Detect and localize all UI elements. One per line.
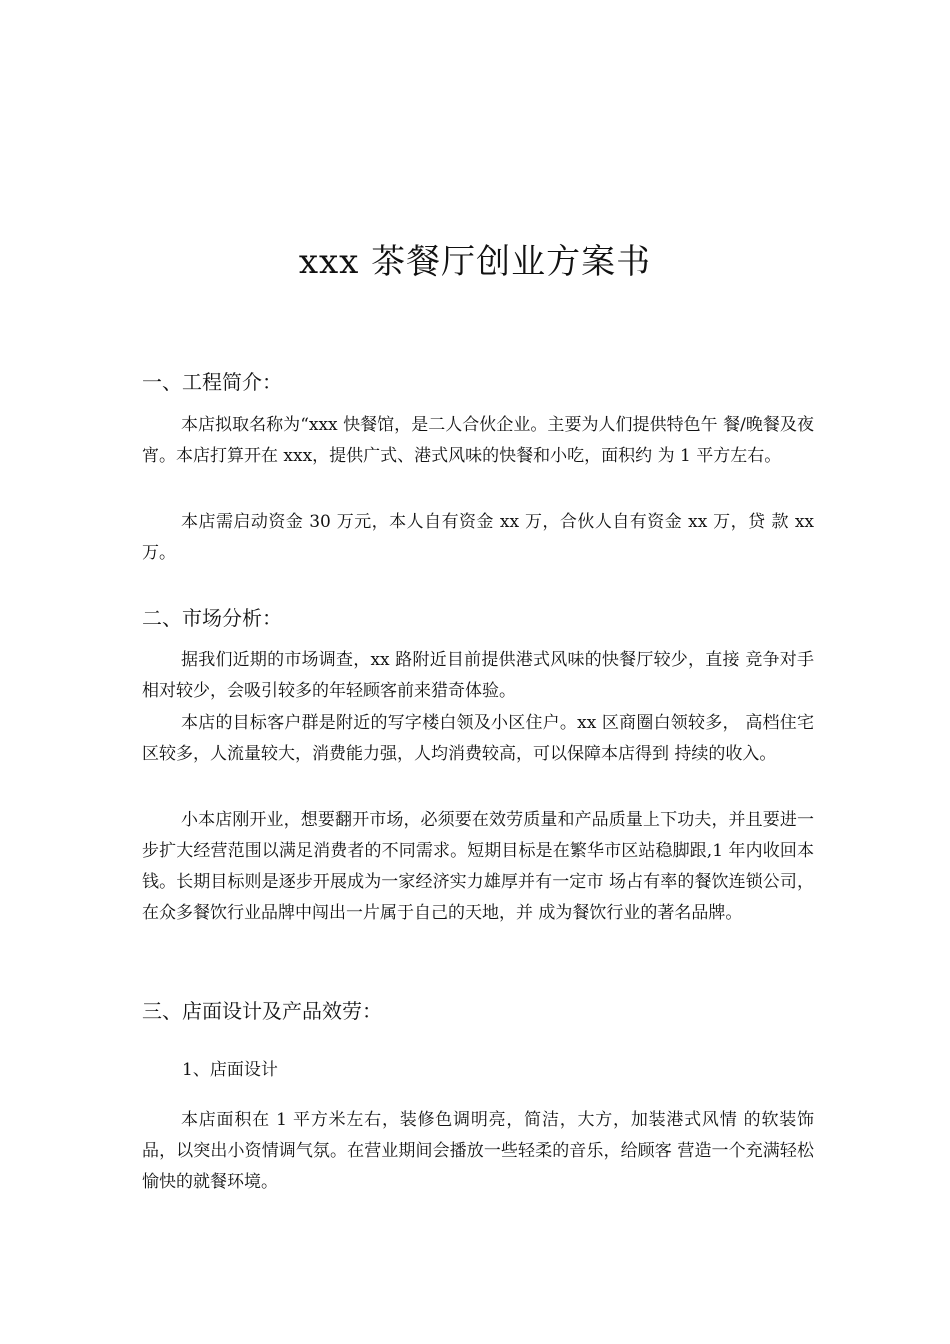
document-title: xxx 茶餐厅创业方案书 — [298, 242, 652, 282]
paragraph: 本店的目标客户群是附近的写字楼白领及小区住户。xx 区商圈白领较多， 高档住宅区较多，人流量较大，消费能力强，人均消费较高，可以保障本店得到 持续的收入。 — [142, 713, 814, 764]
section-heading-project-intro: 一、工程简介： — [142, 370, 282, 394]
subsection-heading-store-design: 1、店面设计 — [182, 1060, 278, 1080]
paragraph: 本店拟取名称为“xxx 快餐馆，是二人合伙企业。主要为人们提供特色午 餐/晚餐及夜宵。本店打算开在 xxx，提供广式、港式风味的快餐和小吃，面积约 为 1 平方左右。 — [142, 415, 814, 466]
section-heading-store-design: 三、店面设计及产品效劳： — [142, 999, 382, 1023]
paragraph: 本店需启动资金 30 万元，本人自有资金 xx 万，合伙人自有资金 xx 万，贷 款 xx 万。 — [142, 512, 814, 563]
section-heading-market-analysis: 二、市场分析： — [142, 606, 282, 630]
paragraph: 本店面积在 1 平方米左右，装修色调明亮，简洁，大方，加装港式风情 的软装饰品，以突出小资情调气氛。在营业期间会播放一些轻柔的音乐，给顾客 营造一个充满轻松愉快的就餐环境。 — [142, 1110, 814, 1192]
paragraph: 小本店刚开业，想要翻开市场，必须要在效劳质量和产品质量上下功夫，并且要进一步扩大经营范围以满足消费者的不同需求。短期目标是在繁华市区站稳脚跟,1 年内收回本钱。长期目标则是逐步开展成为一家经济实力雄厚并有一定市 场占有率的餐饮连锁公司，在众多餐饮行业品牌中闯出一片属于自己的天地，并 成为餐饮行业的著名品牌。 — [142, 810, 814, 923]
paragraph: 据我们近期的市场调查，xx 路附近目前提供港式风味的快餐厅较少，直接 竞争对手相对较少，会吸引较多的年轻顾客前来猎奇体验。 — [142, 650, 814, 701]
